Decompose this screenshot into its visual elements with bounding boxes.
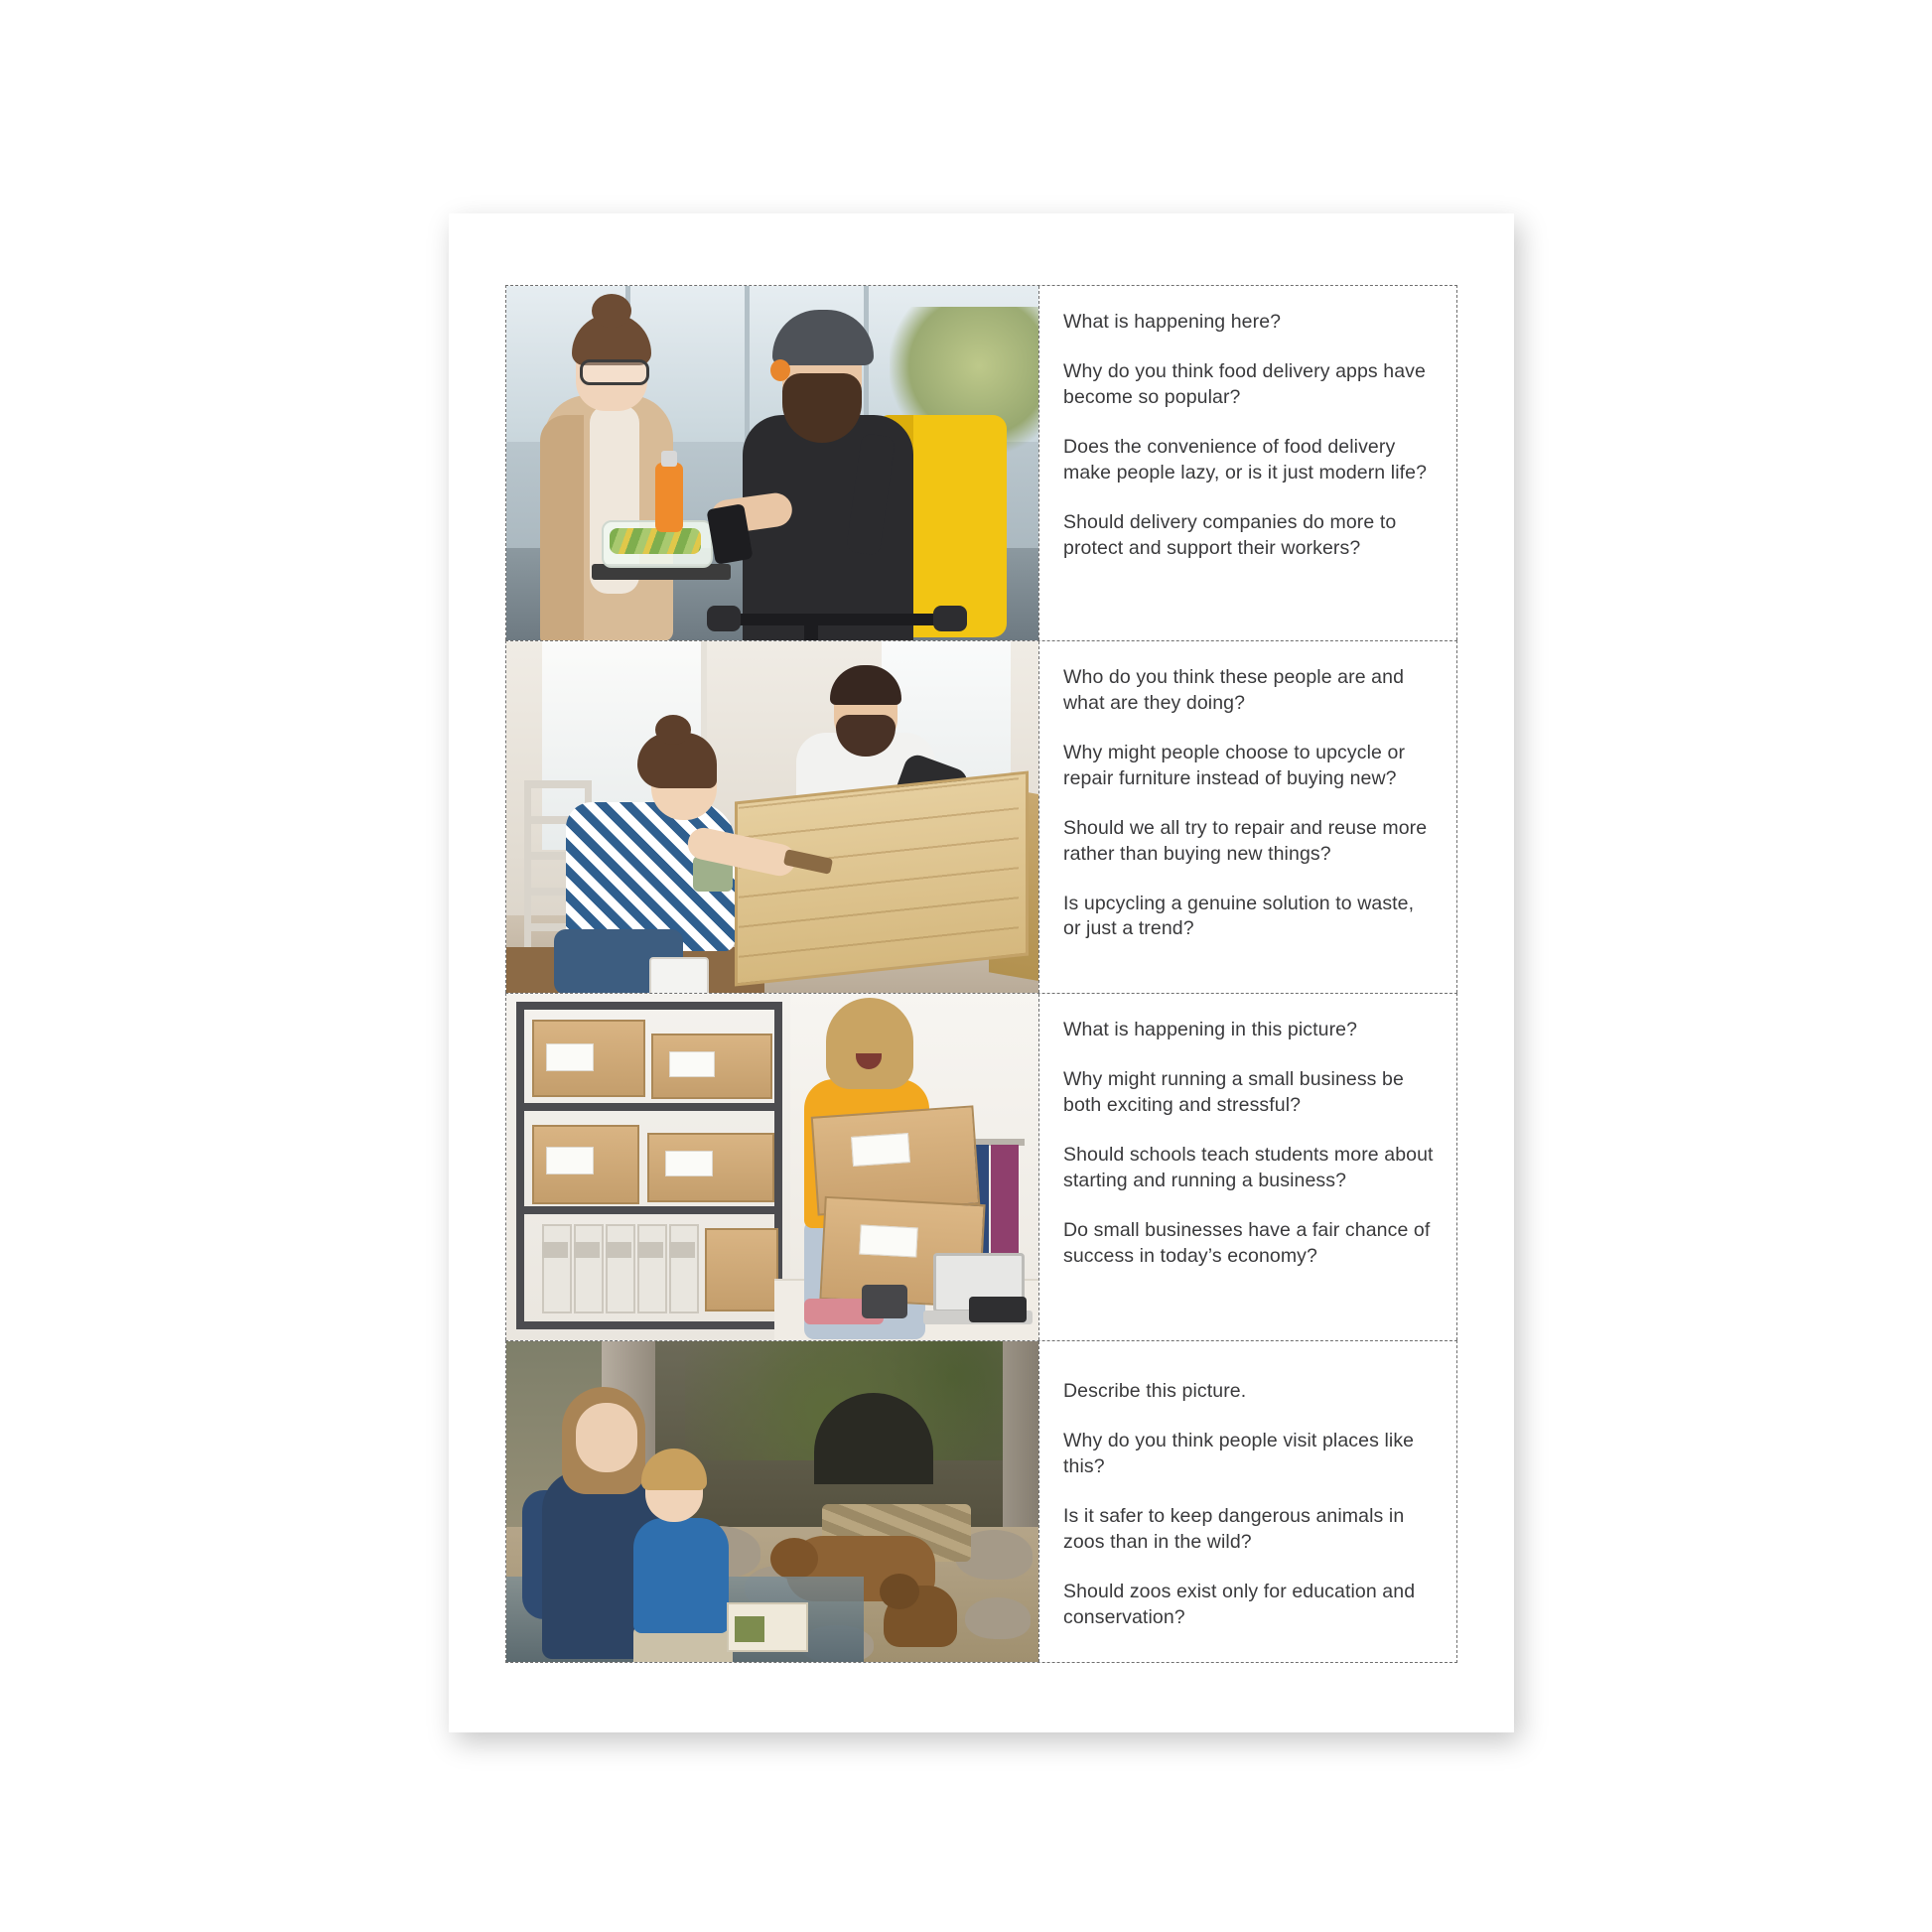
barcode-scanner — [862, 1285, 907, 1318]
worksheet-page — [449, 213, 1514, 1732]
juice-bottle — [655, 463, 683, 532]
ring-binder — [606, 1224, 635, 1313]
question-text: Why might running a small business be both exciting and stressful? — [1063, 1067, 1404, 1116]
shipping-label — [546, 1043, 594, 1071]
woman-hair — [826, 998, 913, 1089]
question-text: Why do you think food delivery apps have become so popular? — [1063, 359, 1426, 408]
customer-hair-bun — [592, 294, 631, 328]
shelf-board — [516, 1206, 782, 1214]
hanging-garment — [991, 1145, 1019, 1264]
food-delivery-courier-photo — [506, 286, 1038, 640]
binder-label — [637, 1242, 663, 1258]
cardboard-box — [705, 1228, 778, 1311]
calculator-icon — [969, 1297, 1027, 1322]
binder-label — [542, 1242, 568, 1258]
binder-label — [669, 1242, 695, 1258]
ring-binder — [669, 1224, 699, 1313]
prompt-grid — [505, 285, 1457, 1663]
table-row — [505, 285, 1457, 640]
question-text: Should we all try to repair and reuse more rather than buying new things? — [1063, 816, 1428, 865]
window-mullion — [745, 286, 750, 449]
question-cell — [1038, 286, 1456, 640]
ring-binder — [542, 1224, 572, 1313]
binder-label — [606, 1242, 631, 1258]
table-row — [505, 1340, 1457, 1663]
shipping-label — [859, 1225, 917, 1258]
shipping-label — [665, 1151, 713, 1176]
question-cell — [1038, 1341, 1456, 1662]
headphone-icon — [770, 359, 790, 381]
question-text: Should schools teach students more about starting and running a business? — [1063, 1143, 1434, 1191]
question-text: What is happening in this picture? — [1063, 1019, 1358, 1040]
placard-image — [735, 1616, 764, 1642]
salad-contents — [610, 528, 701, 554]
question-text: Who do you think these people are and what are they doing? — [1063, 666, 1405, 714]
shelf-board — [516, 1103, 782, 1111]
table-row — [505, 993, 1457, 1340]
rock — [965, 1597, 1031, 1639]
table-row — [505, 640, 1457, 993]
boy-jacket — [633, 1518, 729, 1633]
question-text: Why do you think people visit places like this? — [1063, 1429, 1415, 1477]
question-text: Is it safer to keep dangerous animals in zoos than in the wild? — [1063, 1504, 1405, 1553]
upcycling-furniture-photo — [506, 641, 1038, 993]
question-text: Why might people choose to upcycle or repair furniture instead of buying new? — [1063, 741, 1406, 789]
shipping-label — [851, 1133, 910, 1167]
question-cell — [1038, 994, 1456, 1340]
question-text: What is happening here? — [1063, 311, 1282, 333]
question-text: Describe this picture. — [1063, 1380, 1247, 1402]
question-cell — [1038, 641, 1456, 993]
glasses-icon — [580, 359, 649, 385]
shipping-label — [546, 1147, 594, 1174]
question-text: Should zoos exist only for education and conservation? — [1063, 1580, 1416, 1628]
paint-can — [649, 957, 709, 993]
customer-coat — [540, 415, 584, 640]
ring-binder — [574, 1224, 604, 1313]
shipping-label — [669, 1051, 715, 1077]
ring-binder — [637, 1224, 667, 1313]
question-text: Is upcycling a genuine solution to waste, or just a trend? — [1063, 892, 1415, 940]
bicycle-stem — [804, 620, 818, 640]
small-business-packing-photo — [506, 994, 1038, 1340]
zoo-bears-photo — [506, 1341, 1038, 1662]
woman-head — [576, 1403, 637, 1472]
question-text: Should delivery companies do more to protect and support their workers? — [1063, 510, 1397, 559]
woman-hair-bun — [655, 715, 691, 745]
binder-label — [574, 1242, 600, 1258]
handlebar-grip — [933, 606, 967, 631]
bicycle-handlebar — [715, 614, 953, 625]
question-text: Do small businesses have a fair chance of success in today’s economy? — [1063, 1218, 1431, 1267]
adult-brown-bear-head — [770, 1538, 818, 1580]
bottle-cap — [661, 451, 677, 467]
question-text: Does the convenience of food delivery make people lazy, or is it just modern life? — [1063, 435, 1428, 483]
handlebar-grip — [707, 606, 741, 631]
bear-cub-head — [880, 1574, 919, 1609]
